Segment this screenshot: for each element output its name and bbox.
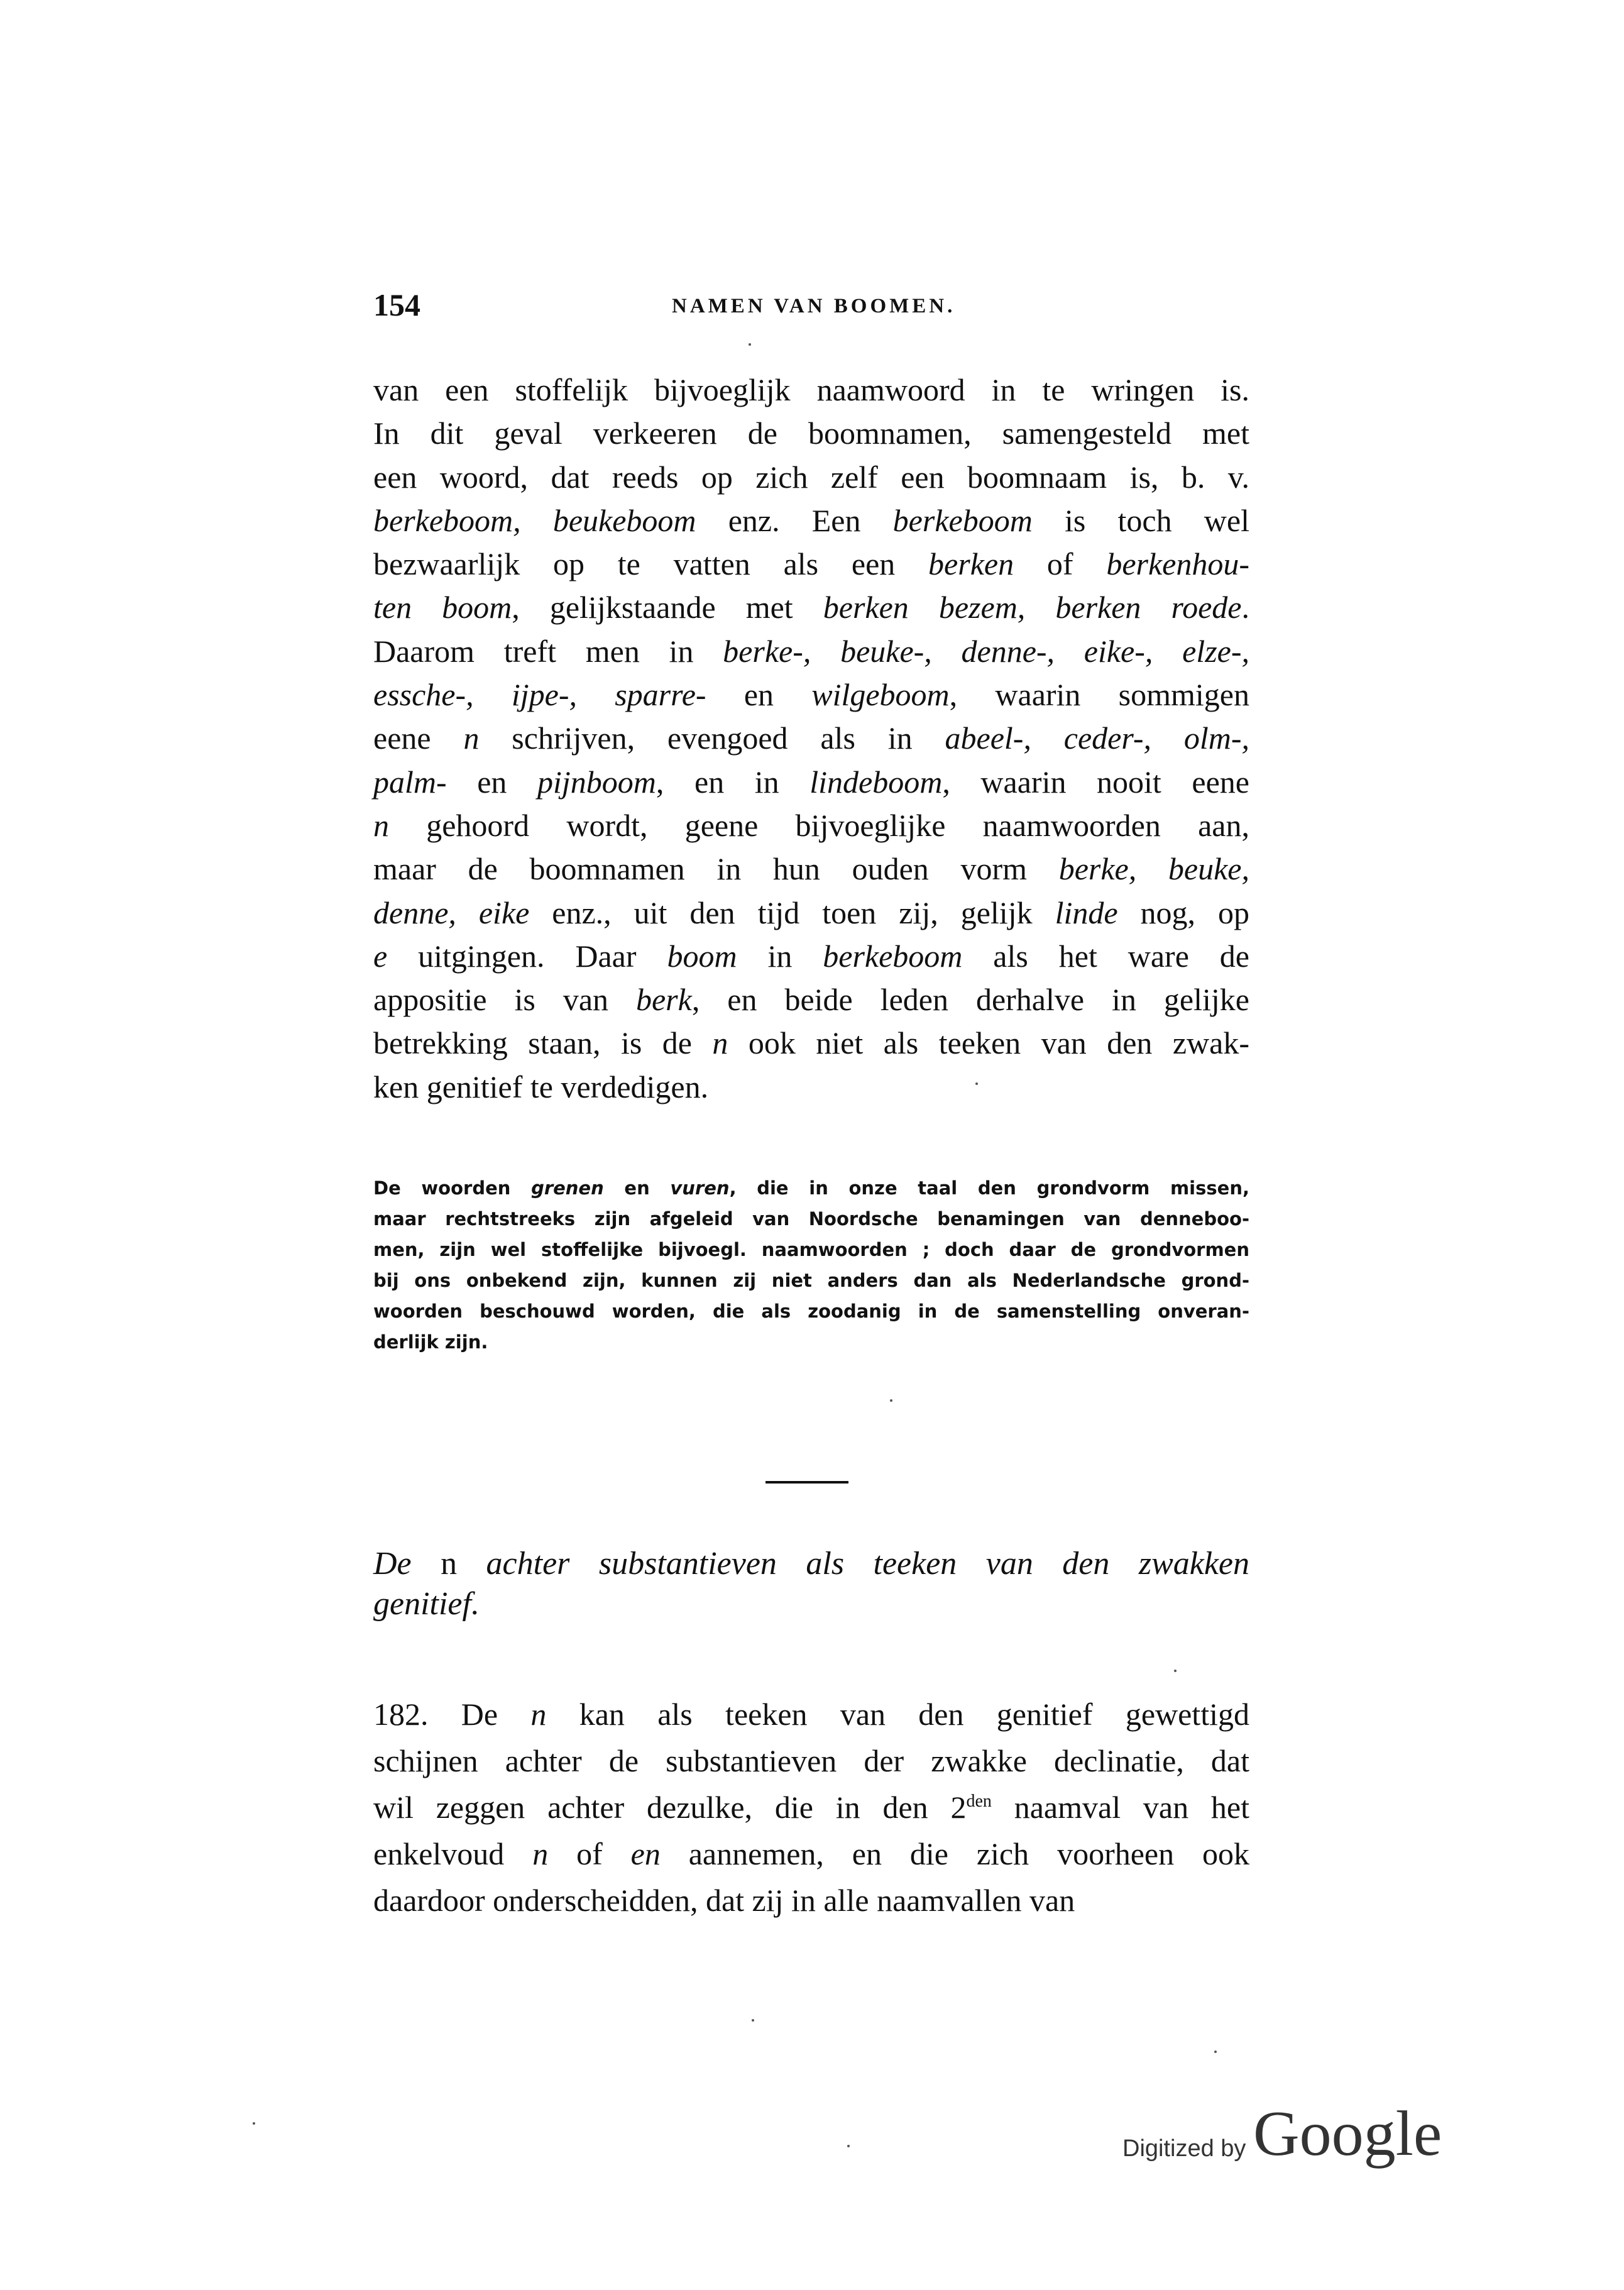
text-run: De [373, 1546, 441, 1582]
italic-term: ten boom [373, 590, 512, 625]
text-run: uitgingen. Daar [387, 938, 667, 974]
text-run: , en in [656, 764, 810, 800]
footnote-line [373, 1204, 1249, 1235]
text-run: en [446, 764, 538, 800]
section-divider [765, 1481, 848, 1484]
text-run: schijnen achter de substantieven der zwakke declinatie, dat [373, 1743, 1249, 1778]
text-run: maar de boomnamen in hun ouden vorm [373, 851, 1059, 887]
text-line [373, 761, 1249, 804]
text-run: en [603, 1177, 671, 1199]
text-run: enkelvoud [373, 1836, 533, 1871]
italic-term: berkeboom, beukeboom [373, 502, 696, 538]
text-run: daardoor onderscheidden, dat zij in alle naamvallen van [373, 1883, 1075, 1918]
italic-term: berk [635, 982, 692, 1018]
text-run: . [1241, 590, 1249, 625]
paragraph-182 [373, 1691, 1249, 1924]
text-run: derlijk zijn. [373, 1331, 488, 1353]
text-line [373, 891, 1249, 935]
italic-term: denne, eike [373, 895, 530, 930]
italic-term: n [463, 720, 480, 756]
text-run: eene [373, 720, 464, 756]
text-line [373, 368, 1249, 412]
text-run: als het ware de [962, 938, 1249, 974]
italic-term: lindeboom [809, 764, 943, 800]
footnote-line [373, 1265, 1249, 1296]
print-speck [890, 1399, 892, 1402]
running-head: NAMEN VAN BOOMEN. [672, 295, 956, 317]
text-run: appositie is van [373, 982, 636, 1018]
print-speck [847, 2145, 850, 2147]
print-speck [749, 343, 751, 346]
text-line [373, 847, 1249, 891]
text-run: of [548, 1836, 631, 1871]
italic-term: vuren [670, 1177, 730, 1199]
italic-term: abeel-, ceder-, olm-, [945, 720, 1249, 756]
text-run: men, zijn wel stoffelijke bijvoegl. naamwoorden ; doch daar de grondvormen [373, 1239, 1249, 1260]
text-run: ken genitief te verdedigen. [373, 1069, 709, 1104]
text-run: , waarin nooit eene [942, 764, 1249, 800]
text-run: aannemen, en die zich voorheen ook [660, 1836, 1249, 1871]
italic-term: palm- [373, 764, 447, 800]
text-run: naamval van het [991, 1790, 1249, 1825]
footnote-line [373, 1327, 1249, 1358]
text-run: schrijven, evengoed als in [479, 720, 945, 756]
text-line [373, 978, 1249, 1021]
digitized-by-label: Digitized by [1122, 2135, 1246, 2162]
print-speck [253, 2122, 255, 2125]
text-line [373, 412, 1249, 455]
text-line [373, 1784, 1249, 1830]
italic-term: grenen [531, 1177, 604, 1199]
text-line [373, 1021, 1249, 1065]
page-number: 154 [373, 287, 420, 322]
text-line [373, 1065, 1249, 1109]
italic-term: berken bezem, berken roede [823, 590, 1242, 625]
print-speck [752, 2019, 754, 2022]
italic-term: n [530, 1697, 547, 1732]
digitized-by-google-watermark [1122, 2096, 1449, 2172]
main-paragraph [373, 368, 1249, 1109]
text-line [373, 542, 1249, 586]
text-run: , waarin sommigen [949, 677, 1249, 713]
text-run: , die in onze taal den grondvorm missen, [729, 1177, 1249, 1199]
text-run: De woorden [373, 1177, 532, 1199]
italic-term: berke, beuke, [1058, 851, 1249, 887]
text-run: 182. De [373, 1697, 531, 1732]
text-line [373, 456, 1249, 499]
text-line [373, 586, 1249, 629]
italic-term: essche-, ijpe-, sparre- [373, 677, 706, 713]
text-line [373, 935, 1249, 978]
text-run: nog, op [1117, 895, 1250, 930]
footnote [373, 1173, 1249, 1358]
text-run: maar rechtstreeks zijn afgeleid van Noordsche benamingen van denneboo- [373, 1208, 1249, 1230]
text-line [373, 804, 1249, 847]
print-speck [975, 1082, 978, 1085]
text-run: is toch wel [1032, 502, 1249, 538]
text-run: n [441, 1546, 458, 1582]
italic-term: pijnboom [537, 764, 656, 800]
italic-term: n [373, 807, 389, 843]
print-speck [1174, 1670, 1177, 1672]
text-run: In dit geval verkeeren de boomnamen, samengesteld met [373, 416, 1249, 451]
text-line [373, 1691, 1249, 1737]
section-heading-line [373, 1544, 1249, 1584]
google-logo-text: Google [1253, 2098, 1442, 2169]
italic-term: berkeboom [823, 938, 963, 974]
italic-term: wilgeboom [811, 677, 950, 713]
italic-term: berke-, beuke-, denne-, eike-, elze-, [723, 633, 1249, 669]
print-speck [1214, 2051, 1217, 2053]
italic-term: en [630, 1836, 661, 1871]
text-run: woorden beschouwd worden, die als zoodanig in de samenstelling onveran- [373, 1301, 1249, 1322]
text-run: Daarom treft men in [373, 633, 723, 669]
text-run: bezwaarlijk op te vatten als een [373, 546, 929, 582]
text-run: , gelijkstaande met [512, 590, 823, 625]
text-run: of [1014, 546, 1107, 582]
italic-term: berkenhou- [1106, 546, 1249, 582]
text-line [373, 1877, 1249, 1924]
text-run: in [737, 938, 823, 974]
text-run: gehoord wordt, geene bijvoeglijke naamwoorden aan, [389, 807, 1249, 843]
text-run: betrekking staan, is de [373, 1025, 713, 1061]
text-line [373, 630, 1249, 673]
italic-term: n [712, 1025, 728, 1061]
italic-term: berken [928, 546, 1014, 582]
text-line [373, 717, 1249, 760]
italic-term: n [532, 1836, 549, 1871]
section-heading [373, 1544, 1249, 1624]
page-header [373, 286, 1278, 324]
text-run: en [706, 677, 812, 713]
text-run: enz., uit den tijd toen zij, gelijk [529, 895, 1055, 930]
superscript: den [966, 1792, 992, 1811]
text-run: , en beide leden derhalve in gelijke [691, 982, 1249, 1018]
text-run: achter substantieven als teeken van den zwakken [457, 1546, 1249, 1582]
footnote-line [373, 1173, 1249, 1204]
italic-term: e [373, 938, 388, 974]
text-run: ook niet als teeken van den zwak- [728, 1025, 1249, 1061]
text-run: een woord, dat reeds op zich zelf een boomnaam is, b. v. [373, 459, 1249, 495]
footnote-line [373, 1235, 1249, 1265]
text-run: wil zeggen achter dezulke, die in den 2 [373, 1790, 967, 1825]
text-line [373, 673, 1249, 717]
italic-term: boom [667, 938, 737, 974]
text-run: van een stoffelijk bijvoeglijk naamwoord in te wringen is. [373, 372, 1249, 407]
section-heading-line: genitief. [373, 1586, 480, 1622]
text-line [373, 1830, 1249, 1877]
text-run: kan als teeken van den genitief gewettigd [546, 1697, 1249, 1732]
italic-term: berkeboom [892, 502, 1033, 538]
text-run: bij ons onbekend zijn, kunnen zij niet anders dan als Nederlandsche grond- [373, 1270, 1249, 1291]
footnote-line [373, 1296, 1249, 1327]
text-line [373, 499, 1249, 542]
text-line [373, 1737, 1249, 1784]
italic-term: linde [1055, 895, 1118, 930]
text-run: enz. Een [696, 502, 893, 538]
